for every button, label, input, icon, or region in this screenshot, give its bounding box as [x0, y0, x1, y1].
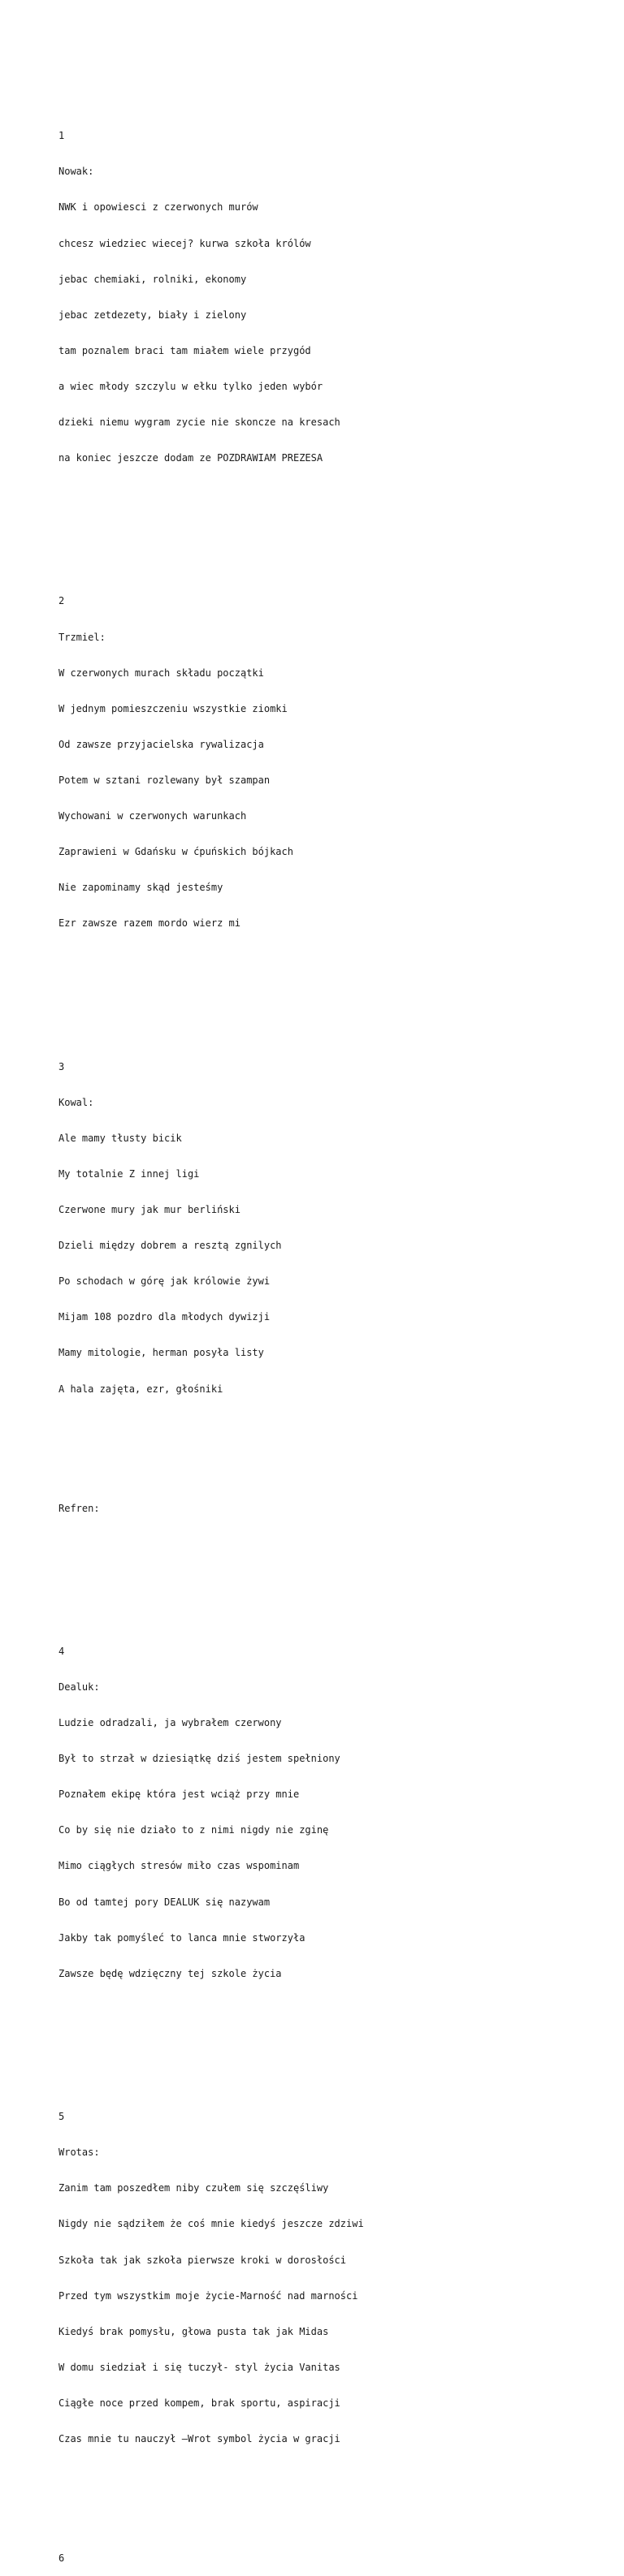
verse-line: Czerwone mury jak mur berliński	[58, 1204, 240, 1216]
verse-line: Przed tym wszystkim moje życie-Marność nad marności	[58, 2289, 358, 2302]
blank-line	[58, 2027, 611, 2039]
verse-line: Mimo ciągłych stresów miło czas wspominam	[58, 1860, 300, 1872]
verse-line: Dzieli między dobrem a resztą zgnilych	[58, 1240, 282, 1252]
verse-line: NWK i opowiesci z czerwonych murów	[58, 201, 258, 214]
verse-line: Nie zapominamy skąd jesteśmy	[58, 882, 223, 894]
verse-line: Ludzie odradzali, ja wybrałem czerwony	[58, 1717, 282, 1729]
verse-number: 1	[58, 130, 65, 142]
verse-line: Ezr zawsze razem mordo wierz mi	[58, 917, 240, 930]
verse-section	[58, 572, 611, 953]
verse-line: Zaprawieni w Gdańsku w ćpuńskich bójkach	[58, 846, 293, 858]
verse-number: 3	[58, 1060, 65, 1072]
blank-line	[58, 1443, 611, 1455]
verse-number: 5	[58, 2111, 65, 2123]
verse-line: W czerwonych murach składu początki	[58, 667, 264, 679]
verse-line: dzieki niemu wygram zycie nie skoncze na kresach	[58, 416, 340, 428]
verse-line: jebac zetdezety, biały i zielony	[58, 309, 247, 321]
verse-line: Zawsze będę wdzięczny tej szkole życia	[58, 1967, 282, 1979]
verse-line: Kiedyś brak pomysłu, głowa pusta tak jak Midas	[58, 2325, 329, 2337]
verse-line: My totalnie Z innej ligi	[58, 1168, 200, 1180]
verse-line: jebac chemiaki, rolniki, ekonomy	[58, 273, 247, 285]
verse-section	[58, 2087, 611, 2469]
verse-line: a wiec młody szczylu w ełku tylko jeden wybór	[58, 380, 323, 392]
verse-line: Ciągłe noce przed kompem, brak sportu, aspiracji	[58, 2397, 340, 2409]
verse-line: W domu siedział i się tuczył- styl życia Vanitas	[58, 2361, 340, 2373]
verse-line: Ale mamy tłusty bicik	[58, 1132, 182, 1144]
verse-number: 4	[58, 1645, 65, 1657]
verse-line: Po schodach w górę jak królowie żywi	[58, 1275, 271, 1288]
verse-line: Nigdy nie sądziłem że coś mnie kiedyś jeszcze zdziwi	[58, 2218, 364, 2230]
verse-line: chcesz wiedziec wiecej? kurwa szkoła królów	[58, 237, 311, 249]
verse-line: W jednym pomieszczeniu wszystkie ziomki	[58, 702, 288, 714]
verse-line: Mijam 108 pozdro dla młodych dywizji	[58, 1311, 271, 1323]
verse-line: Szkoła tak jak szkoła pierwsze kroki w dorosłości	[58, 2254, 347, 2266]
verse-line: Był to strzał w dziesiątkę dziś jestem spełniony	[58, 1753, 340, 1765]
verse-line: Zanim tam poszedłem niby czułem się szczęśliwy	[58, 2182, 329, 2194]
verse-line: tam poznalem braci tam miałem wiele przygód	[58, 344, 311, 356]
lyrics-document	[58, 58, 611, 2576]
verse-number: 6	[58, 2552, 65, 2564]
verse-line: Wychowani w czerwonych warunkach	[58, 810, 247, 822]
refrain-label: Refren:	[58, 1502, 100, 1514]
verse-section	[58, 1621, 611, 2003]
verse-line: Bo od tamtej pory DEALUK się nazywam	[58, 1896, 271, 1908]
verse-line: Mamy mitologie, herman posyła listy	[58, 1347, 264, 1359]
verse-line: A hala zajęta, ezr, głośniki	[58, 1383, 223, 1395]
blank-line	[58, 977, 611, 990]
verse-line: Potem w sztani rozlewany był szampan	[58, 774, 271, 786]
verse-line: na koniec jeszcze dodam ze POZDRAWIAM PREZESA	[58, 452, 323, 464]
verse-author: Dealuk:	[58, 1681, 100, 1693]
verse-author: Trzmiel:	[58, 631, 106, 643]
verse-number: 2	[58, 595, 65, 607]
verse-line: Jakby tak pomyśleć to lanca mnie stworzyła	[58, 1931, 306, 1944]
blank-line	[58, 1538, 611, 1574]
verse-line: Od zawsze przyjacielska rywalizacja	[58, 738, 264, 750]
blank-line	[58, 512, 611, 524]
verse-line: Poznałem ekipę która jest wciąż przy mnie	[58, 1789, 300, 1801]
verse-section	[58, 1037, 611, 1418]
verse-line: Czas mnie tu nauczył –Wrot symbol życia w gracji	[58, 2432, 340, 2444]
blank-line	[58, 2492, 611, 2505]
verse-author: Wrotas:	[58, 2147, 100, 2159]
verse-author: Kowal:	[58, 1096, 94, 1108]
verse-line: Co by się nie działo to z nimi nigdy nie zginę	[58, 1824, 329, 1836]
verse-author: Nowak:	[58, 166, 94, 178]
verse-section	[58, 106, 611, 488]
